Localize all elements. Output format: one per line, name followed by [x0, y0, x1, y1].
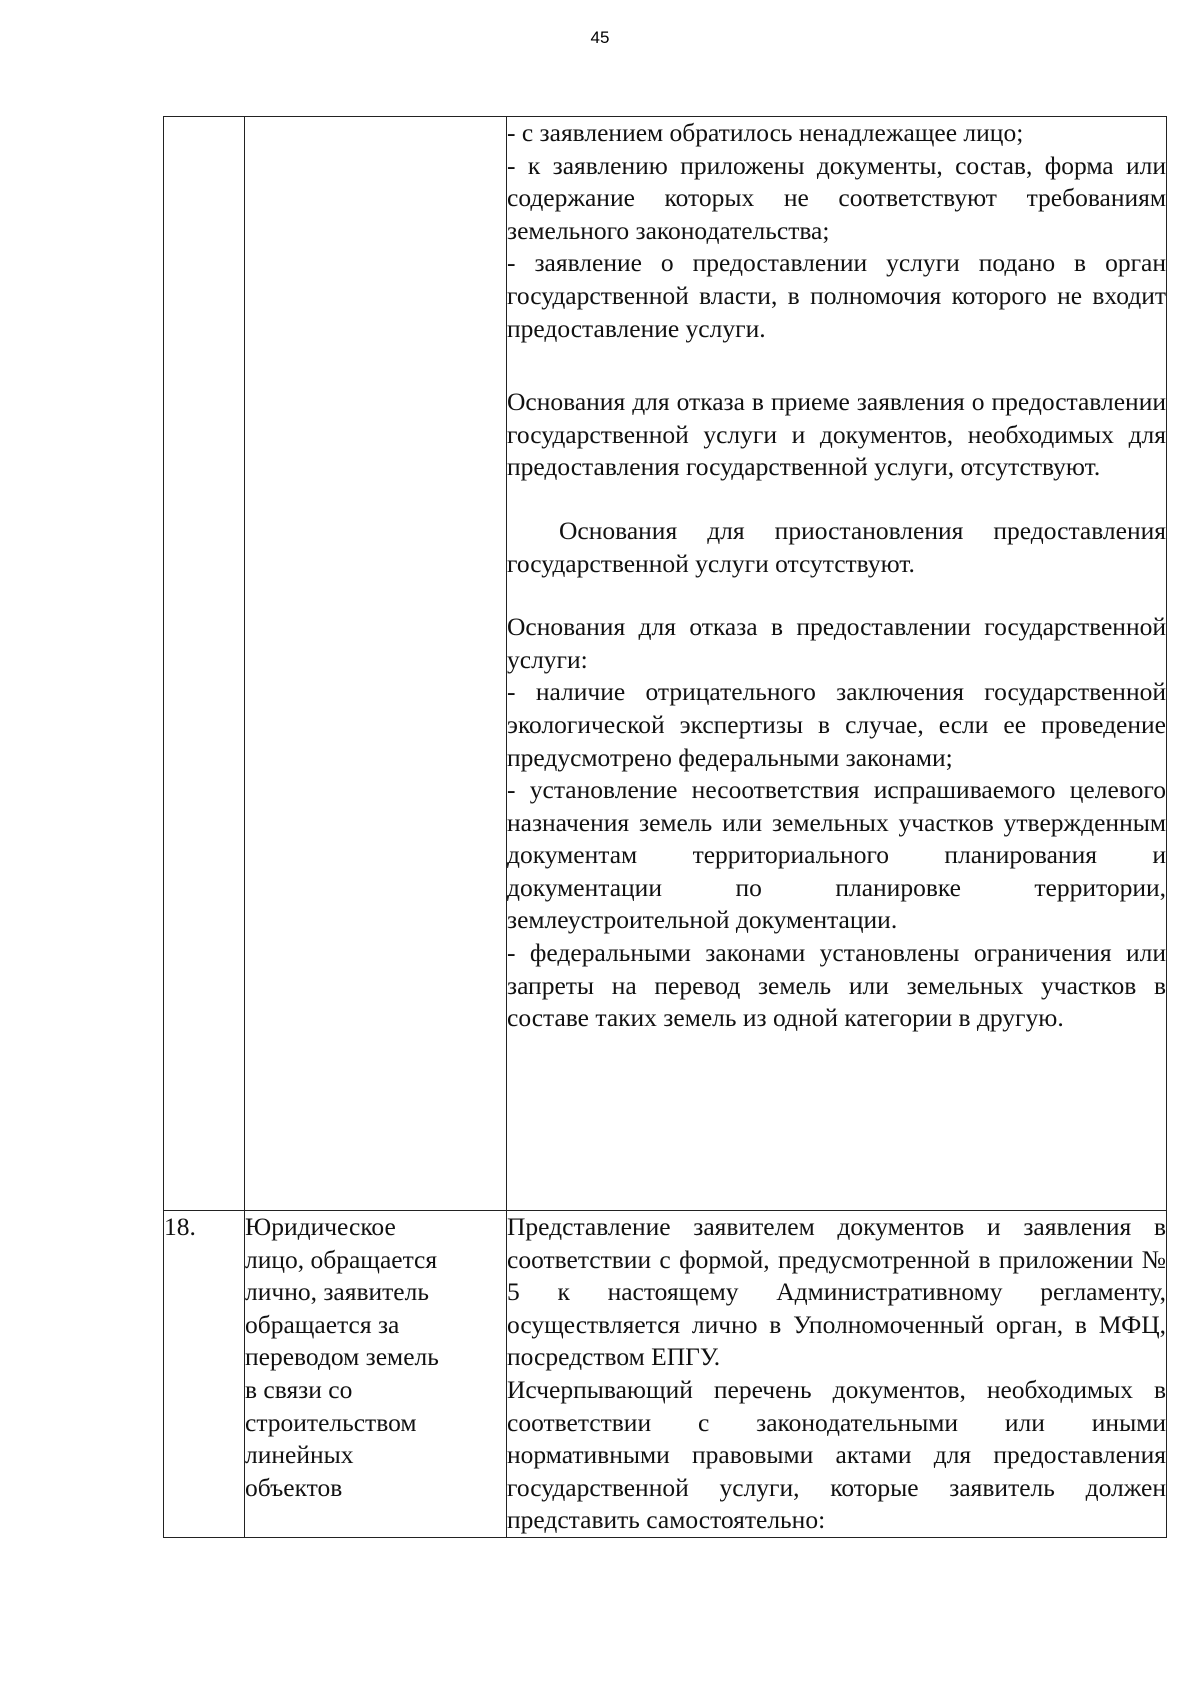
no-refusal-in-acceptance-paragraph: Основания для отказа в приеме заявления о предоставлении государственной услуги и документов, необходимых для предоставления государственной услуги, отсутствуют. [507, 387, 1166, 482]
no-suspension-paragraph: Основания для приостановления предоставления государственной услуги отсутствуют. [507, 515, 1166, 578]
category-line: лично, заявитель [245, 1277, 429, 1307]
row-number-cell [164, 117, 245, 1211]
submission-method-paragraph: Представление заявителем документов и заявления в соответствии с формой, предусмотренной в приложении № 5 к настоящему Административному регламенту, осуществляется лично в Уполномоченный орган, в МФЦ, посредством ЕПГУ. [507, 1212, 1166, 1372]
grounds-cell [507, 117, 1167, 1211]
category-line: обращается за [245, 1309, 400, 1339]
refusal-ground-item: - к заявлению приложены документы, состав, форма или содержание которых не соответствуют требованиям земельного законодательства; [507, 150, 1166, 245]
table-row [164, 1211, 1167, 1538]
category-line: в связи со [245, 1374, 353, 1404]
refusal-ground-item: - федеральными законами установлены ограничения или запреты на перевод земель или земельных участков в составе таких земель из одной категории в другую. [507, 938, 1166, 1033]
page-number: 45 [590, 28, 610, 47]
regulation-table [163, 116, 1167, 1538]
category-line: Юридическое [245, 1212, 396, 1241]
category-line: переводом земель [245, 1342, 439, 1372]
submission-cell [507, 1211, 1167, 1538]
documents-list-intro: Исчерпывающий перечень документов, необходимых в соответствии с законодательными или иными нормативными правовыми актами для предоставления государственной услуги, которые заявитель должен представить самостоятельно: [507, 1374, 1166, 1535]
refusal-grounds-intro: Основания для отказа в предоставлении государственной услуги: [507, 612, 1166, 674]
category-line: строительством [245, 1407, 417, 1437]
applicant-category-cell [245, 1211, 507, 1538]
category-line: линейных [245, 1440, 354, 1470]
category-line: объектов [245, 1472, 343, 1502]
applicant-category-cell [245, 117, 507, 1211]
row-number-cell: 18. [164, 1211, 245, 1538]
refusal-ground-item: - установление несоответствия испрашиваемого целевого назначения земель или земельных участков утвержденным документам территориального планирования и документации по планировке территории, землеустроительной документации. [507, 775, 1166, 935]
refusal-ground-item: - наличие отрицательного заключения государственной экологической экспертизы в случае, если ее проведение предусмотрено федеральными законами; [507, 677, 1166, 772]
refusal-ground-item: - с заявлением обратилось ненадлежащее лицо; [507, 118, 1024, 147]
category-line: лицо, обращается [245, 1244, 438, 1274]
table-row [164, 117, 1167, 1211]
refusal-ground-item: - заявление о предоставлении услуги подано в орган государственной власти, в полномочия которого не входит предоставление услуги. [507, 248, 1166, 343]
